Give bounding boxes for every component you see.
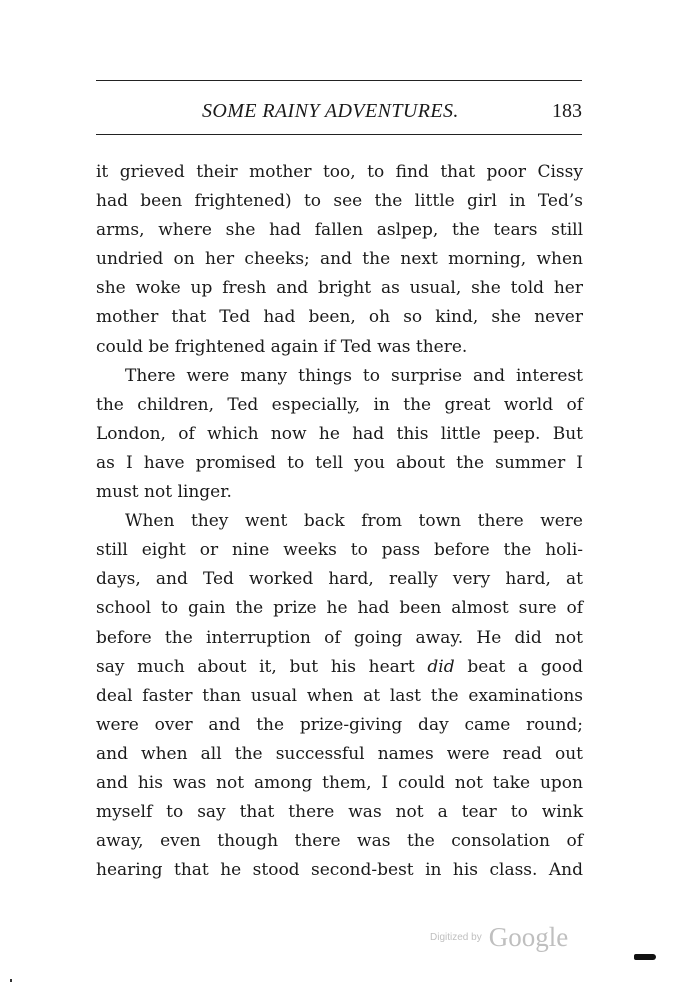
text-line: had been frightened) to see the little girl in Ted’s xyxy=(96,191,583,212)
emphasis-word: did xyxy=(427,656,455,677)
page-number: 183 xyxy=(552,100,582,122)
google-logo: Google xyxy=(488,922,569,952)
text-line: and his was not among them, I could not take upon xyxy=(96,772,583,793)
paragraph-first-line: There were many things to surprise and interest xyxy=(125,365,583,386)
google-watermark xyxy=(430,922,568,953)
digitized-by-label: Digitized by xyxy=(430,932,482,943)
text-line: arms, where she had fallen aslpep, the tears still xyxy=(96,220,583,241)
text-line: and when all the successful names were read out xyxy=(96,743,583,764)
text-line: it grieved their mother too, to find that poor Cissy xyxy=(96,162,583,182)
text-line: London, of which now he had this little peep. But xyxy=(96,423,583,444)
text-line-with-emphasis xyxy=(96,653,583,682)
scan-speck xyxy=(10,979,12,982)
text-line: the children, Ted especially, in the great world of xyxy=(96,394,583,415)
running-header xyxy=(96,100,582,130)
text-line: she woke up fresh and bright as usual, she told her xyxy=(96,278,583,299)
text-fragment: beat a good xyxy=(454,656,583,677)
text-line: still eight or nine weeks to pass before the holi- xyxy=(96,540,583,561)
text-line: were over and the prize-giving day came round; xyxy=(96,714,583,735)
text-line: myself to say that there was not a tear to wink xyxy=(96,802,583,823)
page-edge-mark xyxy=(634,954,656,960)
text-line: mother that Ted had been, oh so kind, she never xyxy=(96,307,583,328)
paragraph-first-line: When they went back from town there were xyxy=(125,511,583,532)
text-line: hearing that he stood second-best in his class. And xyxy=(96,860,583,881)
text-line: must not linger. xyxy=(96,482,232,503)
top-rule xyxy=(96,80,582,81)
text-line: days, and Ted worked hard, really very hard, at xyxy=(96,569,583,590)
text-line: away, even though there was the consolation of xyxy=(96,831,583,852)
header-rule xyxy=(96,134,582,135)
body-text xyxy=(96,158,583,885)
text-line: deal faster than usual when at last the examinations xyxy=(96,685,583,706)
text-line: undried on her cheeks; and the next morning, when xyxy=(96,249,583,270)
text-line: could be frightened again if Ted was there. xyxy=(96,336,468,357)
text-line: before the interruption of going away. He did not xyxy=(96,627,583,648)
text-fragment: say much about it, but his heart xyxy=(96,656,428,677)
text-line: school to gain the prize he had been almost sure of xyxy=(96,598,583,619)
text-line: as I have promised to tell you about the summer I xyxy=(96,452,583,473)
running-title: SOME RAINY ADVENTURES. xyxy=(202,100,459,122)
